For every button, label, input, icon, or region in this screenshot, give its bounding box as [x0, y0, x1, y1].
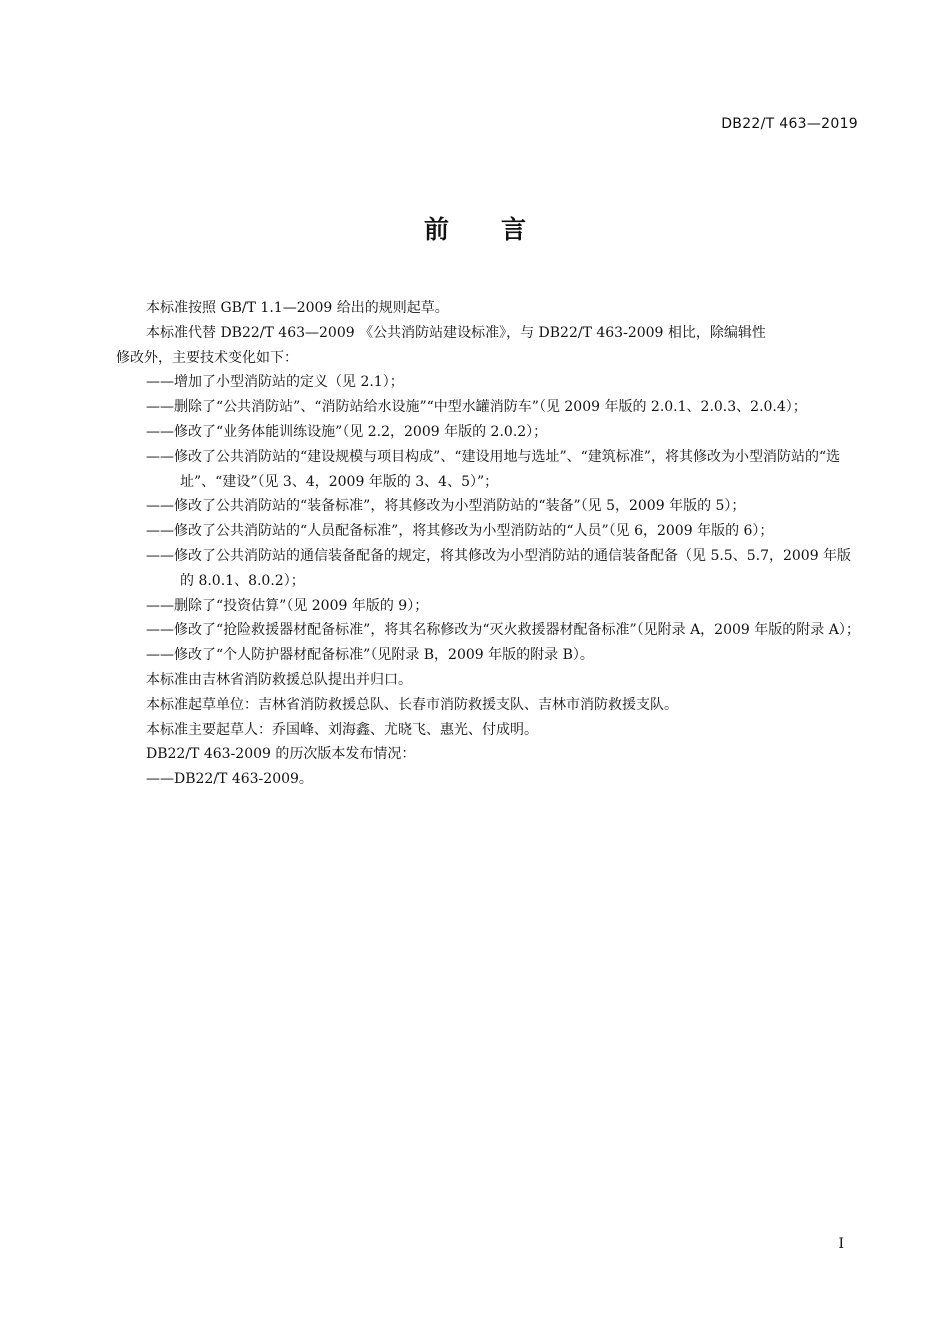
history-item: ——DB22/T 463-2009。	[146, 771, 313, 788]
drafting-units-statement: 本标准起草单位：吉林省消防救援总队、长春市消防救援支队、吉林市消防救援支队。	[146, 696, 678, 713]
document-code: DB22/T 463—2019	[721, 116, 858, 132]
title-char-2: 言	[501, 215, 527, 244]
change-item: ——修改了公共消防站的通信装备配备的规定，将其修改为小型消防站的通信装备配备（见 5.5、5.7，2009 年版的 8.0.1、8.0.2）；	[146, 547, 852, 589]
proposer-statement: 本标准由吉林省消防救援总队提出并归口。	[146, 671, 412, 688]
change-item: ——增加了小型消防站的定义（见 2.1）；	[146, 374, 404, 391]
change-item: ——删除了“投资估算”（见 2009 年版的 9）；	[146, 597, 429, 614]
change-item: ——修改了公共消防站的“装备标准”，将其修改为小型消防站的“装备”（见 5，2009 年版的 5）；	[146, 498, 746, 515]
drafters-statement: 本标准主要起草人：乔国峰、刘海鑫、尤晓飞、惠光、付成明。	[146, 721, 538, 738]
change-item: ——修改了公共消防站的“人员配备标准”，将其修改为小型消防站的“人员”（见 6，2009 年版的 6）；	[146, 523, 774, 540]
intro-paragraph-2b: 修改外，主要技术变化如下：	[116, 349, 298, 366]
change-item: ——修改了“个人防护器材配备标准”（见附录 B，2009 年版的附录 B）。	[146, 647, 594, 664]
change-item: ——修改了“业务体能训练设施”（见 2.2，2009 年版的 2.0.2）；	[146, 423, 548, 440]
intro-paragraph-1: 本标准按照 GB/T 1.1—2009 给出的规则起草。	[146, 300, 449, 316]
page-number: I	[838, 1236, 844, 1252]
title-char-1: 前	[423, 215, 449, 244]
change-item: ——修改了“抢险救援器材配备标准”，将其名称修改为“灭火救援器材配备标准”（见附录 A，2009 年版的附录 A）；	[146, 622, 860, 639]
change-item: ——删除了“公共消防站”、“消防站给水设施”“中型水罐消防车”（见 2009 年版的 2.0.1、2.0.3、2.0.4）；	[146, 399, 807, 416]
intro-paragraph-2a: 本标准代替 DB22/T 463—2009 《公共消防站建设标准》，与 DB22/T 463-2009 相比，除编辑性	[146, 324, 766, 341]
change-item: ——修改了公共消防站的“建设规模与项目构成”、“建设用地与选址”、“建筑标准”，将其修改为小型消防站的“选址”、“建设”（见 3、4，2009 年版的 3、4、5）”；	[146, 448, 841, 490]
foreword-body	[116, 296, 862, 792]
history-intro: DB22/T 463-2009 的历次版本发布情况：	[146, 746, 416, 763]
page-title	[0, 210, 950, 246]
